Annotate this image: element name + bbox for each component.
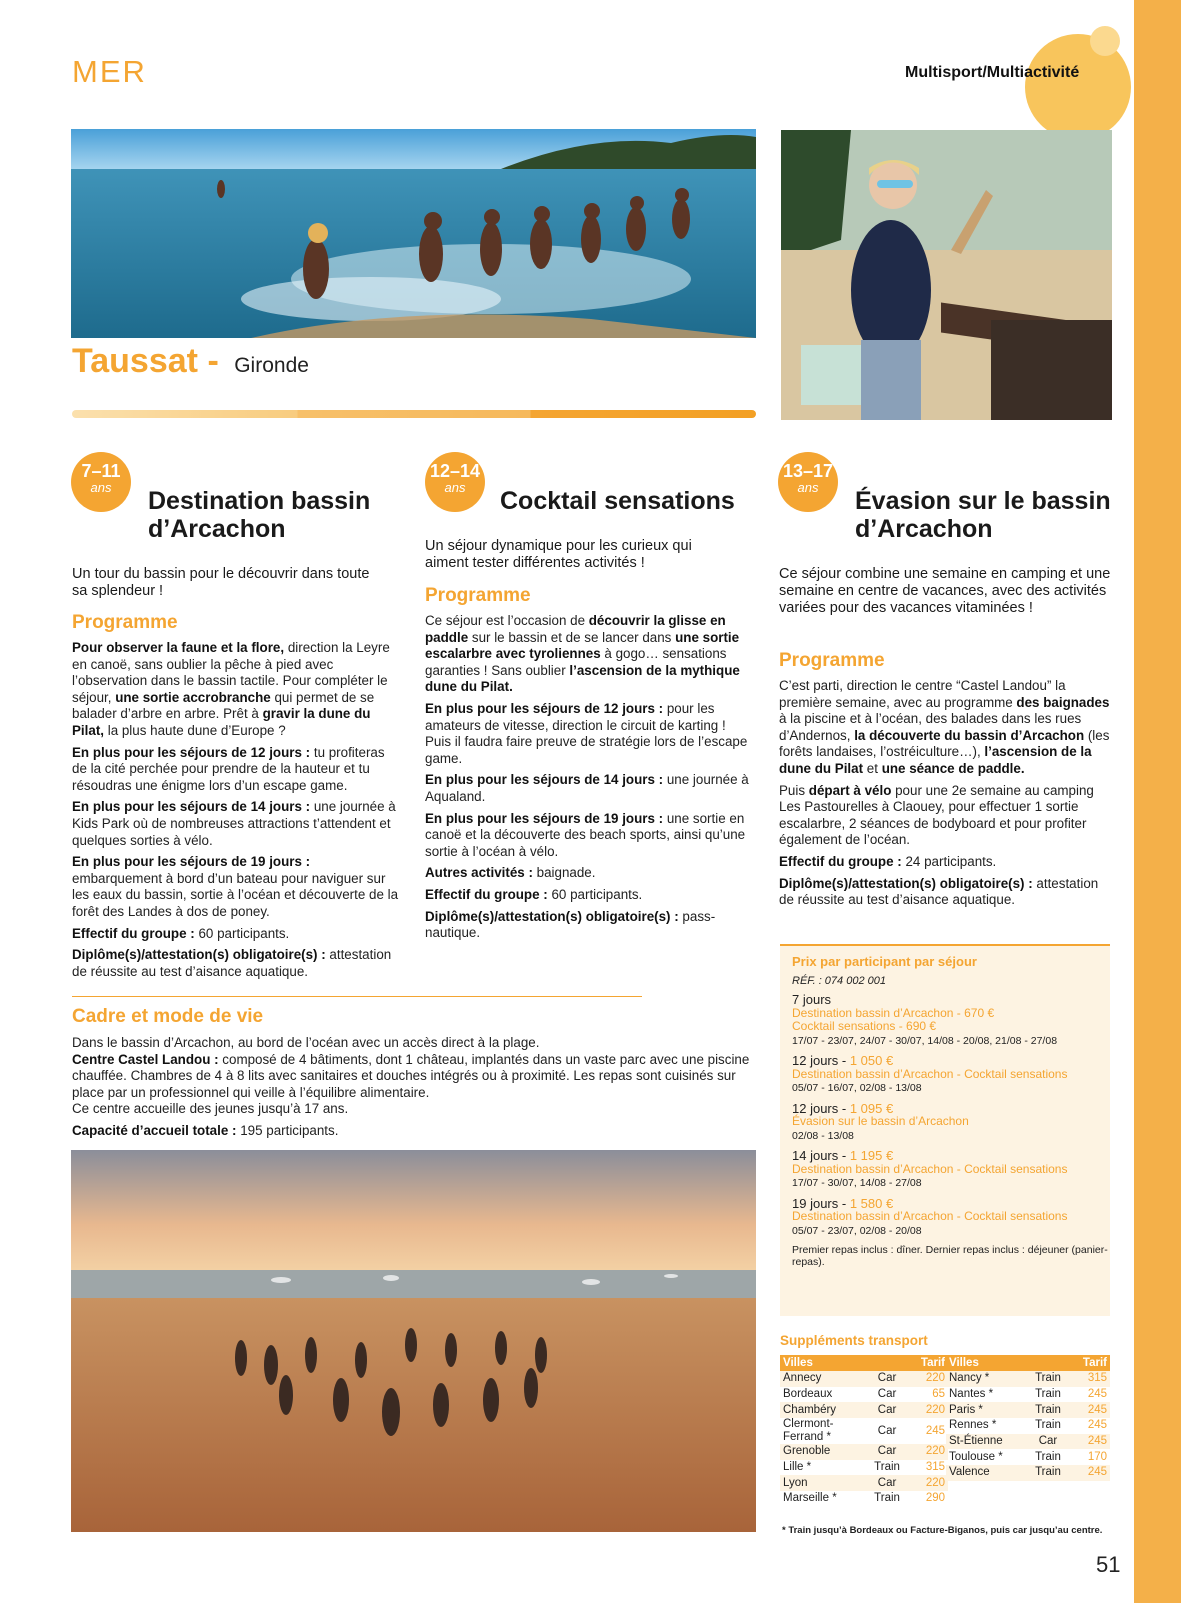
stay-intro: Un séjour dynamique pour les curieux qui aiment tester différentes activités ! — [425, 538, 692, 571]
title-underline-bar — [72, 410, 756, 418]
decor-circle-small — [1090, 26, 1120, 56]
price-item: 19 jours - 1 580 € Destination bassin d’Arcachon - Cocktail sensations 05/07 - 23/07, 02/08 - 20/08 — [792, 1195, 1068, 1237]
age-badge-12-14 — [425, 452, 485, 512]
age-unit: ans — [797, 480, 819, 495]
price-box — [780, 944, 1110, 1316]
photo-group-circle-sunset-beach — [71, 1150, 756, 1532]
table-row: Nantes * Train 245 — [949, 1388, 1107, 1401]
meals-note: Premier repas inclus : dîner. Dernier repas inclus : déjeuner (panier-repas). — [792, 1244, 1108, 1268]
price-item: 14 jours - 1 195 € Destination bassin d’Arcachon - Cocktail sensations 17/07 - 30/07, 14/08 - 27/08 — [792, 1148, 1068, 1189]
age-range: 12–14 — [429, 461, 481, 481]
section-label: MER — [72, 54, 147, 89]
table-row: Bordeaux Car 65 — [783, 1388, 945, 1401]
section-divider — [72, 996, 642, 997]
price-item: 7 jours Destination bassin d’Arcachon - 670 € Cocktail sensations - 690 € 17/07 - 23/07, 24/07 - 30/07, 14/08 - 20/08, 21/08 - 27/08 — [792, 992, 1058, 1047]
table-row: Lille * Train 315 — [783, 1461, 945, 1474]
age-unit: ans — [90, 480, 112, 495]
stay-programme-text: Ce séjour est l’occasion de découvrir la glisse en paddle sur le bassin et de se lancer dans une sortie escalarbre avec tyroliennes à gogo… sensations garanties ! Sans oublier l’ascension de la mythique dune du Pilat. En plus pour les séjours de 12 jours : pour les amateurs de vitesse, direction le circuit de karting ! Puis il faudra faire preuve de stratégie lors de l’escape game. En plus pour les séjours de 14 jours : une journée à Aqualand. En plus pour les séjours de 19 jours : une sortie en canoë et la découverte des beach sports, ainsi qu’une sortie à l’océan à vélo. Autres activités : baignade. Effectif du groupe : 60 participants. Diplôme(s)/attestation(s) obligatoire(s) : pass-nautique. — [425, 613, 749, 941]
table-row: Grenoble Car 220 — [780, 1444, 948, 1460]
stay-intro: Ce séjour combine une semaine en camping et une semaine en centre de vacances, avec des activités variées pour des vacances vitaminées ! — [779, 566, 1111, 616]
table-row: Lyon Car 220 — [780, 1475, 948, 1491]
programme-heading: Programme — [779, 650, 885, 671]
transport-heading: Suppléments transport — [780, 1333, 928, 1348]
reference-number: RÉF. : 074 002 001 — [792, 975, 886, 987]
destination-region: Gironde — [234, 354, 309, 377]
photo-teen-thumbs-up-beach — [781, 130, 1112, 420]
table-row: Nancy * Train 315 — [946, 1371, 1110, 1387]
price-item: 12 jours - 1 095 € Évasion sur le bassin d’Arcachon 02/08 - 13/08 — [792, 1100, 969, 1142]
category-label: Multisport/Multiactivité — [905, 64, 1080, 81]
table-row: Toulouse * Train 170 — [949, 1450, 1107, 1463]
stay-programme-text: Pour observer la faune et la flore, direction la Leyre en canoë, sans oublier la pêche à pied avec l’observation dans le bassin tactile. Pour compléter le séjour, une sortie accrobranche qui permet de se balader d’arbre en arbre. Prêt à gravir la dune du Pilat, la plus haute dune d’Europe ? En plus pour les séjours de 12 jours : tu profiteras de la cité perchée pour prendre de la hauteur et tu résoudras une énigme lors d’un escape game. En plus pour les séjours de 14 jours : une journée à Kids Park où de nombreuses attractions t’attendent et quelques sorties à vélo. En plus pour les séjours de 19 jours : embarquement à bord d’un bateau pour naviguer sur les eaux du bassin, sortie à l’océan et découverte de la forêt des Landes à dos de poney. Effectif du groupe : 60 participants. Diplôme(s)/attestation(s) obligatoire(s) : attestation de réussite au test d’aisance aquatique. — [72, 640, 399, 979]
table-row: Chambéry Car 220 — [780, 1402, 948, 1418]
table-row: St-Étienne Car 245 — [946, 1434, 1110, 1450]
cadre-heading: Cadre et mode de vie — [72, 1006, 264, 1027]
table-row: Rennes * Train 245 — [949, 1419, 1107, 1432]
age-badge-7-11 — [71, 452, 131, 512]
age-unit: ans — [444, 480, 466, 495]
stay-title-destination-bassin: Destination bassin d’Arcachon — [148, 487, 371, 543]
table-row: Paris * Train 245 — [946, 1402, 1110, 1418]
table-row: Marseille * Train 290 — [783, 1492, 945, 1505]
age-badge-13-17 — [778, 452, 838, 512]
price-box-title: Prix par participant par séjour — [792, 954, 977, 969]
page-number: 51 — [1096, 1552, 1121, 1577]
table-row: Valence Train 245 — [946, 1465, 1110, 1481]
table-row: Annecy Car 220 — [780, 1371, 948, 1387]
stay-programme-text: C’est parti, direction le centre “Castel Landou” la première semaine, avec au programme des baignades à la piscine et à l’océan, des balades dans les rues d’Andernos, la découverte du bassin d’Arcachon (les forêts landaises, l’ostréiculture…), l’ascension de la dune du Pilat et une séance de paddle. Puis départ à vélo pour une 2e semaine au camping Les Pastourelles à Claouey, pour effectuer 1 sortie escalarbre, 2 séances de bodyboard et pour profiter également de l’océan. Effectif du groupe : 24 participants. Diplôme(s)/attestation(s) obligatoire(s) : attestation de réussite au test d’aisance aquatique. — [779, 678, 1110, 908]
stay-intro: Un tour du bassin pour le découvrir dans toute sa splendeur ! — [72, 566, 370, 599]
price-item: 12 jours - 1 050 € Destination bassin d’Arcachon - Cocktail sensations 05/07 - 16/07, 02/08 - 13/08 — [792, 1053, 1068, 1094]
programme-heading: Programme — [72, 612, 178, 633]
destination-title — [72, 342, 309, 381]
destination-name: Taussat — [72, 342, 198, 380]
photo-kids-running-in-sea — [71, 129, 756, 338]
transport-table-left: Villes Tarif Annecy Car 220 Bordeaux Car 65 Chambéry Car 220 Clermont-Ferrand * Car 245 Grenoble Car 220 Lille * Train 315 Lyon Car 220 Marseille * Train 290 — [780, 1355, 948, 1507]
stay-title-cocktail-sensations: Cocktail sensations — [500, 487, 735, 515]
page-edge-band — [1134, 0, 1181, 1603]
cadre-text: Dans le bassin d’Arcachon, au bord de l’océan avec un accès direct à la plage. Centre Castel Landou : composé de 4 bâtiments, dont 1 château, implantés dans un vaste parc avec une piscine chauffée. Chambres de 4 à 8 lits avec sanitaires et douches intégrés ou à proximité. Les repas sont cuisinés sur place par un professionnel qui veille à l’équilibre alimentaire. Ce centre accueille des jeunes jusqu’à 17 ans. Capacité d’accueil totale : 195 participants. — [72, 1035, 750, 1138]
destination-dash: - — [207, 342, 219, 380]
transport-footnote: * Train jusqu’à Bordeaux ou Facture-Biganos, puis car jusqu’au centre. — [782, 1525, 1103, 1536]
age-range: 7–11 — [81, 461, 121, 481]
programme-heading: Programme — [425, 585, 531, 606]
age-range: 13–17 — [782, 461, 834, 481]
transport-table-right: Villes Tarif Nancy * Train 315 Nantes * Train 245 Paris * Train 245 Rennes * Train 245 St-Étienne Car 245 Toulouse * Train 170 Valence Train 245 — [946, 1355, 1110, 1481]
table-row: Clermont-Ferrand * Car 245 — [783, 1418, 945, 1444]
stay-title-evasion-bassin: Évasion sur le bassin d’Arcachon — [855, 487, 1111, 543]
